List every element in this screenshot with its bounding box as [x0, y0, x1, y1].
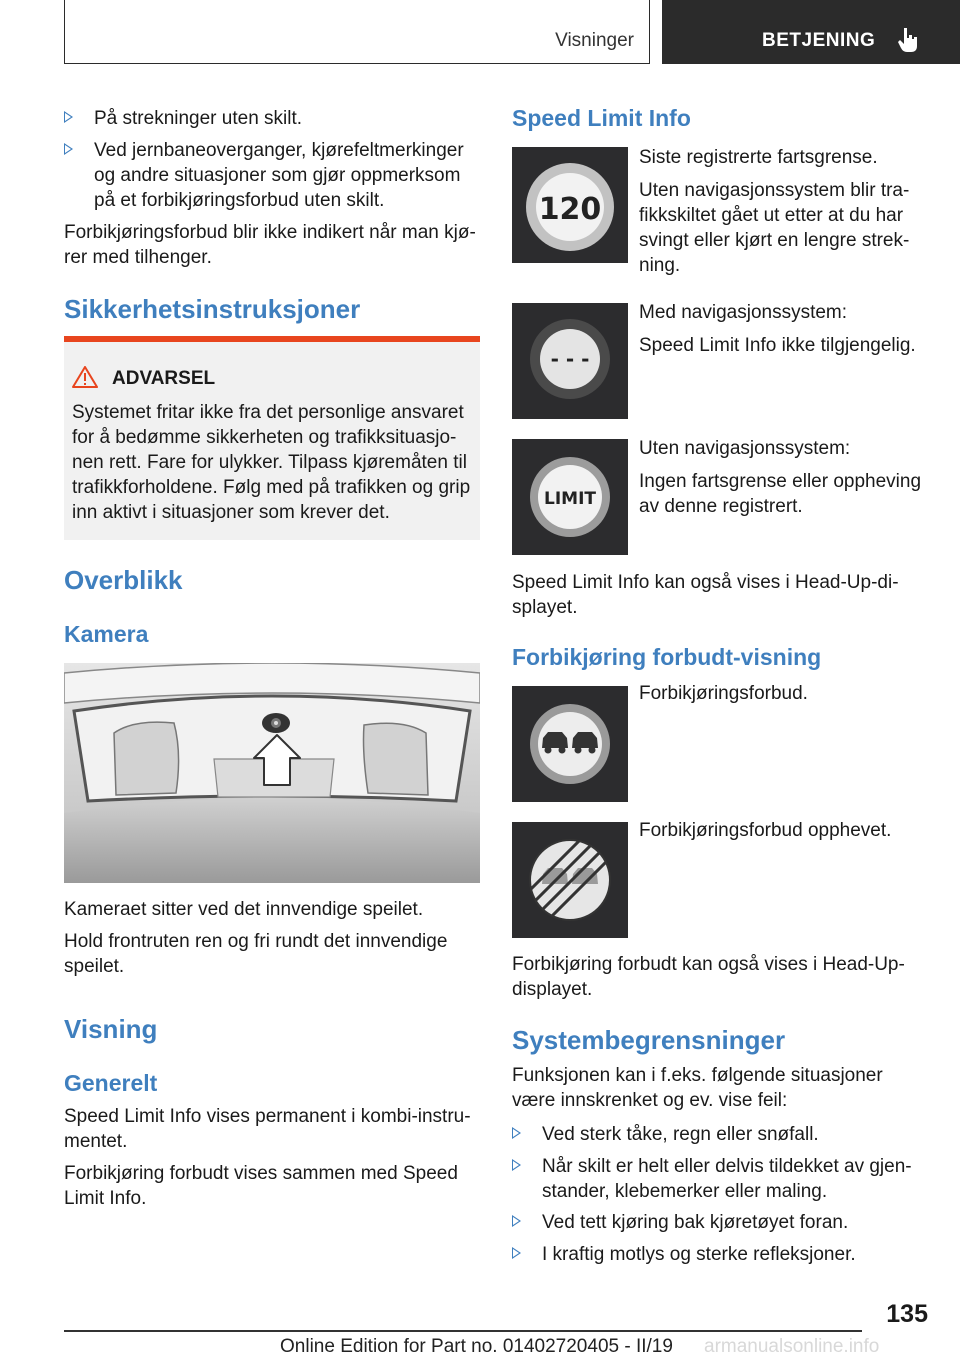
bullet-text: Når skilt er helt eller delvis tildekket av gjen-: [542, 1156, 912, 1177]
paragraph-line: rer med tilhenger.: [64, 247, 212, 268]
paragraph-line: Speed Limit Info vises permanent i kombi-instru-: [64, 1106, 471, 1127]
desc-line: Forbikjøringsforbud opphevet.: [639, 820, 892, 841]
hand-pointer-icon: [896, 26, 920, 54]
overtake-paragraph: [512, 952, 932, 1002]
list-item: [64, 138, 484, 214]
paragraph-line: speilet.: [64, 956, 125, 977]
footer-edition: Online Edition for Part no. 01402720405 - II/19: [280, 1336, 673, 1357]
sign2-description: [639, 300, 939, 325]
bullet-triangle-icon: [64, 111, 73, 123]
sli-paragraph: [512, 570, 932, 620]
no-overtaking-icon: [512, 686, 628, 802]
header-chapter-title: BETJENING: [762, 30, 876, 51]
limits-paragraph: [512, 1063, 932, 1113]
sign5-description: [639, 818, 939, 843]
desc-line: fikkskiltet gået ut etter at du har: [639, 205, 904, 226]
warning-box: [64, 336, 480, 540]
paragraph-line: displayet.: [512, 979, 593, 1000]
warning-triangle-icon: [72, 366, 98, 388]
desc-line: Med navigasjonssystem:: [639, 302, 848, 323]
end-no-overtaking-icon: [512, 822, 628, 938]
paragraph: [64, 220, 484, 270]
bullet-text: I kraftig motlys og sterke refleksjoner.: [542, 1244, 856, 1265]
subheading-speed-limit-info: Speed Limit Info: [512, 105, 691, 131]
end-no-overtaking-sign: [512, 822, 628, 938]
sign4-description: [639, 681, 939, 706]
desc-line: Uten navigasjonssystem:: [639, 438, 851, 459]
bullet-triangle-icon: [512, 1127, 521, 1139]
paragraph-line: Forbikjøring forbudt kan også vises i Head-Up-: [512, 954, 905, 975]
sign1-description-2: [639, 178, 939, 278]
bullet-text: På strekninger uten skilt.: [94, 108, 303, 129]
warning-line: trafikkforholdene. Følg med på trafikken og grip: [72, 477, 471, 498]
subheading-general: Generelt: [64, 1070, 158, 1096]
sign2-description-2: [639, 333, 939, 358]
warning-title: ADVARSEL: [112, 368, 216, 389]
no-overtaking-sign: [512, 686, 628, 802]
bullet-triangle-icon: [512, 1247, 521, 1259]
paragraph-line: Forbikjøring forbudt vises sammen med Speed: [64, 1163, 458, 1184]
list-item: [512, 1154, 932, 1204]
sign3-description: [639, 436, 939, 461]
bullet-text: og andre situasjoner som gjør oppmerksom: [94, 165, 461, 186]
paragraph-line: splayet.: [512, 597, 578, 618]
desc-line: Forbikjøringsforbud.: [639, 683, 808, 704]
paragraph-line: Limit Info.: [64, 1188, 147, 1209]
bullet-text: på et forbikjøringsforbud uten skilt.: [94, 190, 385, 211]
desc-line: Ingen fartsgrense eller oppheving: [639, 471, 922, 492]
sign-text: LIMIT: [544, 489, 596, 509]
footer-watermark: armanualsonline.info: [700, 1336, 879, 1358]
camera-location-illustration: [64, 663, 480, 883]
page-number: 135: [886, 1300, 928, 1328]
section-heading-overview: Overblikk: [64, 565, 183, 595]
sign3-description-2: [639, 469, 939, 519]
header-section-title: Visninger: [555, 30, 634, 51]
section-heading-safety: Sikkerhetsinstruksjoner: [64, 294, 361, 324]
bullet-triangle-icon: [512, 1215, 521, 1227]
speed-limit-unavailable-icon: [512, 303, 628, 419]
no-speed-limit-sign: [512, 439, 628, 555]
header-chapter-tab: [662, 0, 960, 64]
paragraph-line: Hold frontruten ren og fri rundt det innvendige: [64, 931, 448, 952]
warning-text: [72, 400, 476, 525]
limit-sign-icon: [512, 439, 628, 555]
sign-text: - - -: [550, 347, 590, 371]
paragraph-line: Funksjonen kan i f.eks. følgende situasjoner: [512, 1065, 883, 1086]
paragraph-line: være innskrenket og ev. vise feil:: [512, 1090, 788, 1111]
general-paragraph-1: [64, 1104, 484, 1154]
paragraph-line: mentet.: [64, 1131, 128, 1152]
speed-limit-sign-icon: [512, 147, 628, 263]
section-heading-display: Visning: [64, 1014, 158, 1044]
desc-line: Speed Limit Info ikke tilgjengelig.: [639, 335, 916, 356]
bullet-triangle-icon: [512, 1159, 521, 1171]
desc-line: svingt eller kjørt en lengre strek-: [639, 230, 910, 251]
general-paragraph-2: [64, 1161, 484, 1211]
subheading-camera: Kamera: [64, 621, 149, 647]
speed-limit-120-sign: [512, 147, 628, 263]
camera-paragraph-1: Kameraet sitter ved det innvendige speilet.: [64, 899, 424, 920]
desc-line: ning.: [639, 255, 681, 276]
bullet-triangle-icon: [64, 143, 73, 155]
speed-limit-unavailable-sign: [512, 303, 628, 419]
desc-line: av denne registrert.: [639, 496, 803, 517]
bullet-text: stander, klebemerker eller maling.: [542, 1181, 828, 1202]
paragraph-line: Speed Limit Info kan også vises i Head-Up-di-: [512, 572, 899, 593]
warning-line: inn aktivt i situasjoner som krever det.: [72, 502, 390, 523]
section-heading-limits: Systembegrensninger: [512, 1025, 786, 1055]
warning-line: for å bedømme sikkerheten og trafikksituasjo-: [72, 427, 457, 448]
desc-line: Uten navigasjonssystem blir tra-: [639, 180, 910, 201]
bullet-text: Ved tett kjøring bak kjøretøyet foran.: [542, 1212, 849, 1233]
bullet-text: Ved jernbaneoverganger, kjørefeltmerkinger: [94, 140, 464, 161]
sign1-description: [639, 145, 939, 170]
desc-line: Siste registrerte fartsgrense.: [639, 147, 878, 168]
sign-number: 120: [538, 192, 602, 227]
bullet-text: Ved sterk tåke, regn eller snøfall.: [542, 1124, 819, 1145]
subheading-overtaking: Forbikjøring forbudt-visning: [512, 644, 822, 670]
footer-rule: [64, 1330, 862, 1332]
warning-line: nen rett. Fare for ulykker. Tilpass kjøremåten til: [72, 452, 467, 473]
paragraph-line: Forbikjøringsforbud blir ikke indikert når man kjø-: [64, 222, 476, 243]
warning-line: Systemet fritar ikke fra det personlige ansvaret: [72, 402, 464, 423]
camera-paragraph-2: [64, 929, 484, 979]
